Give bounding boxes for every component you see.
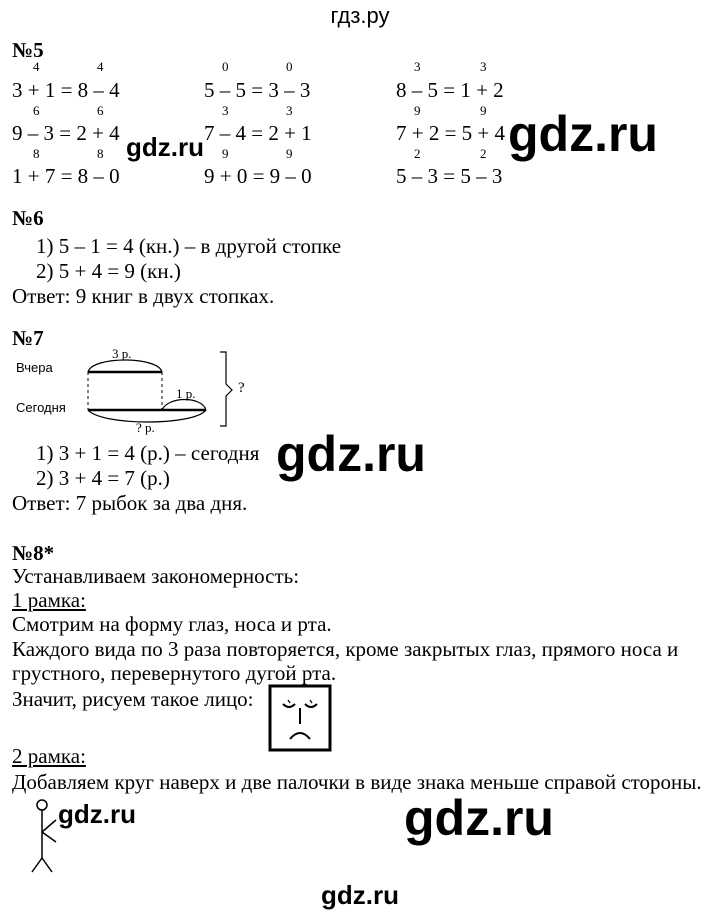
eq-annotation: 2: [480, 146, 487, 161]
equation: 7 + 2 = 5 + 4: [396, 121, 506, 145]
task8-intro: Устанавливаем закономерность:: [12, 564, 300, 588]
equation: 7 – 4 = 2 + 1: [204, 121, 312, 145]
eq-annotation: 2: [414, 146, 421, 161]
task6-title: №6: [12, 206, 44, 230]
equation: 9 + 0 = 9 – 0: [204, 164, 312, 188]
label-total-amount: ? р.: [136, 420, 155, 435]
site-header: гдз.ру: [330, 3, 390, 28]
frame1-title: 1 рамка:: [12, 588, 86, 612]
frame1-line1: Смотрим на форму глаз, носа и рта.: [12, 612, 332, 636]
frame2-title: 2 рамка:: [12, 744, 86, 768]
frame2-line1: Добавляем круг наверх и две палочки в виде знака меньше справой стороны.: [12, 770, 702, 794]
eq-annotation: 4: [97, 59, 104, 74]
equation: 3 + 1 = 8 – 4: [12, 78, 120, 102]
task7-answer: Ответ: 7 рыбок за два дня.: [12, 491, 248, 515]
task6-step2: 2) 5 + 4 = 9 (кн.): [36, 259, 181, 283]
face-drawing: [268, 684, 332, 752]
eq-annotation: 4: [33, 59, 40, 74]
eq-annotation: 9: [480, 103, 487, 118]
equation: 5 – 5 = 3 – 3: [204, 78, 311, 102]
frame1-line2: Каждого вида по 3 раза повторяется, кроме закрытых глаз, прямого носа и: [12, 637, 679, 661]
task7-step1: 1) 3 + 1 = 4 (р.) – сегодня: [36, 441, 260, 465]
eq-annotation: 3: [480, 59, 487, 74]
equation: 8 – 5 = 1 + 2: [396, 78, 504, 102]
eq-annotation: 3: [286, 103, 293, 118]
frame1-line3: грустного, перевернутого дугой рта.: [12, 661, 337, 685]
eq-annotation: 9: [414, 103, 421, 118]
watermark: gdz.ru: [508, 106, 658, 162]
eq-annotation: 0: [222, 59, 229, 74]
equation: 9 – 3 = 2 + 4: [12, 121, 120, 145]
task7-title: №7: [12, 326, 44, 350]
eq-annotation: 9: [286, 146, 293, 161]
watermark: gdz.ru: [404, 790, 554, 846]
eq-annotation: 3: [414, 59, 421, 74]
frame1-line4: Значит, рисуем такое лицо:: [12, 687, 254, 711]
label-today: Сегодня: [16, 400, 66, 415]
equation: 1 + 7 = 8 – 0: [12, 164, 120, 188]
label-top-amount: 3 р.: [112, 346, 132, 361]
task7-step2: 2) 3 + 4 = 7 (р.): [36, 466, 170, 490]
equation: 5 – 3 = 5 – 3: [396, 164, 503, 188]
task5-title: №5: [12, 38, 44, 62]
eq-annotation: 8: [33, 146, 40, 161]
task8-title: №8*: [12, 541, 55, 565]
watermark: gdz.ru: [126, 132, 204, 162]
eq-annotation: 0: [286, 59, 293, 74]
eq-annotation: 3: [222, 103, 229, 118]
eq-annotation: 6: [33, 103, 40, 118]
label-question: ?: [238, 380, 245, 396]
watermark: gdz.ru: [58, 799, 136, 829]
watermark: gdz.ru: [321, 880, 399, 910]
segment-diagram: [12, 344, 258, 436]
label-yesterday: Вчера: [16, 360, 53, 375]
eq-annotation: 8: [97, 146, 104, 161]
watermark: gdz.ru: [276, 426, 426, 482]
label-extra-amount: 1 р.: [176, 386, 196, 401]
face-drawing-svg: [268, 684, 332, 752]
eq-annotation: 6: [97, 103, 104, 118]
segment-diagram-svg: [12, 344, 258, 436]
eq-annotation: 9: [222, 146, 229, 161]
task6-answer: Ответ: 9 книг в двух стопках.: [12, 284, 275, 308]
task6-step1: 1) 5 – 1 = 4 (кн.) – в другой стопке: [36, 234, 342, 258]
